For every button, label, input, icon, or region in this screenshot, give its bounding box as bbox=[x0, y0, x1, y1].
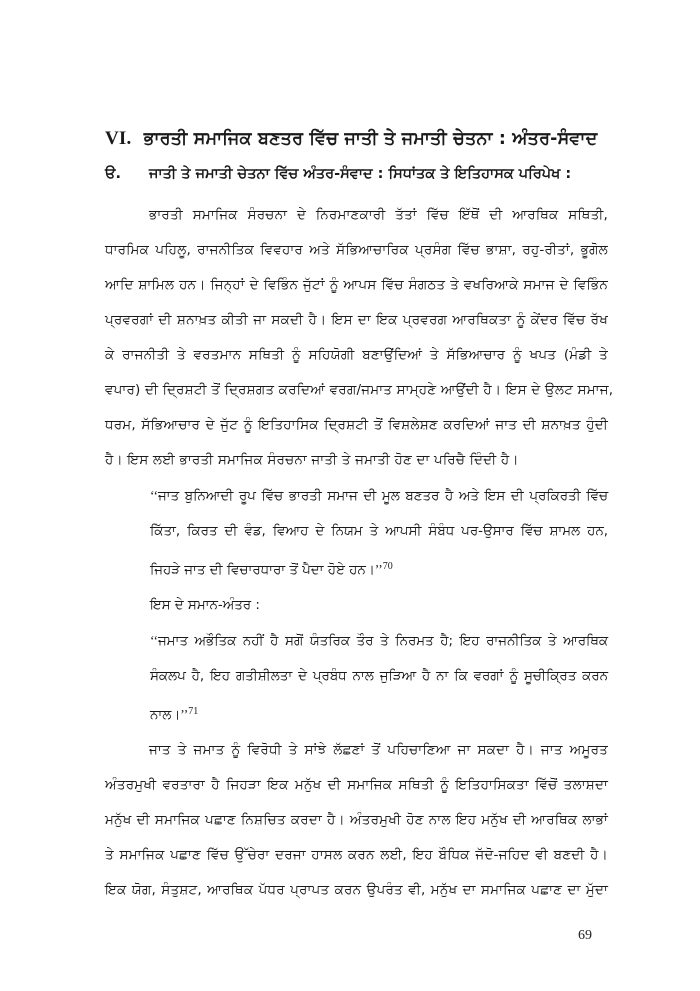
quote-line bbox=[150, 549, 608, 588]
paragraph-1 bbox=[105, 198, 614, 478]
open-quote-mark: ‘‘ bbox=[150, 488, 158, 503]
document-page bbox=[105, 126, 614, 908]
text-line: ਤੇ ਸਮਾਜਿਕ ਪਛਾਣ ਵਿੱਚ ਉੱਚੇਰਾ ਦਰਜਾ ਹਾਸਲ ਕਰਨ ਲਈ, ਇਹ ਬੌਧਿਕ ਜੱਦੋ-ਜਹਿਦ ਵੀ ਬਣਦੀ ਹੈ। bbox=[105, 847, 608, 863]
close-quote-mark: ’’ bbox=[180, 707, 189, 722]
section-title: ਜਾਤੀ ਤੇ ਜਮਾਤੀ ਚੇਤਨਾ ਵਿੱਚ ਅੰਤਰ-ਸੰਵਾਦ : ਸਿਧਾਂਤਕ ਤੇ ਇਤਿਹਾਸਕ ਪਰਿਪੇਖ : bbox=[149, 166, 572, 182]
open-quote-mark: ‘‘ bbox=[150, 633, 158, 648]
text-line: ਇਕ ਯੋਗ, ਸੰਤੁਸ਼ਟ, ਆਰਥਿਕ ਪੱਧਰ ਪ੍ਰਾਪਤ ਕਰਨ ਉਪਰੰਤ ਵੀ, ਮਨੁੱਖ ਦਾ ਸਮਾਜਿਕ ਪਛਾਣ ਦਾ ਮੁੱਦਾ bbox=[105, 882, 608, 898]
quote-text: ਜਿਹੜੇ ਜਾਤ ਦੀ ਵਿਚਾਰਧਾਰਾ ਤੋਂ ਪੈਦਾ ਹੋਏ ਹਨ। bbox=[150, 563, 375, 578]
quote-line bbox=[150, 478, 608, 514]
text-line: ਆਦਿ ਸ਼ਾਮਿਲ ਹਨ। ਜਿਨ੍ਹਾਂ ਦੇ ਵਿਭਿੰਨ ਜੁੱਟਾਂ ਨੂੰ ਆਪਸ ਵਿੱਚ ਸੰਗਠਤ ਤੇ ਵਖਰਿਆਕੇ ਸਮਾਜ ਦੇ ਵਿਭਿੰਨ bbox=[105, 277, 608, 293]
section-heading bbox=[105, 162, 608, 186]
text-line: ਮਨੁੱਖ ਦੀ ਸਮਾਜਿਕ ਪਛਾਣ ਨਿਸ਼ਚਿਤ ਕਰਦਾ ਹੈ। ਅੰਤਰਮੁਖੀ ਹੋਣ ਨਾਲ ਇਹ ਮਨੁੱਖ ਦੀ ਆਰਥਿਕ ਲਾਭਾਂ bbox=[105, 812, 608, 828]
quote-text: ਜਾਤ ਬੁਨਿਆਦੀ ਰੂਪ ਵਿੱਚ ਭਾਰਤੀ ਸਮਾਜ ਦੀ ਮੂਲ ਬਣਤਰ ਹੈ ਅਤੇ ਇਸ ਦੀ ਪ੍ਰਕਿਰਤੀ ਵਿੱਚ bbox=[157, 489, 608, 504]
quote-line bbox=[150, 623, 608, 659]
text-line: ਹੈ। ਇਸ ਲਈ ਭਾਰਤੀ ਸਮਾਜਿਕ ਸੰਰਚਨਾ ਜਾਤੀ ਤੇ ਜਮਾਤੀ ਹੋਣ ਦਾ ਪਰਿਚੈ ਦਿੰਦੀ ਹੈ। bbox=[105, 452, 519, 468]
text-line: ਅੰਤਰਮੁਖੀ ਵਰਤਾਰਾ ਹੈ ਜਿਹੜਾ ਇਕ ਮਨੁੱਖ ਦੀ ਸਮਾਜਿਕ ਸਥਿਤੀ ਨੂੰ ਇਤਿਹਾਸਿਕਤਾ ਵਿੱਚੋਂ ਤਲਾਸ਼ਦਾ bbox=[105, 777, 608, 793]
footnote-ref[interactable]: 70 bbox=[382, 561, 393, 572]
quote-text: ਜਮਾਤ ਅਭੌਤਿਕ ਨਹੀਂ ਹੈ ਸਗੋਂ ਯੰਤਰਿਕ ਤੌਰ ਤੇ ਨਿਰਮਤ ਹੈ; ਇਹ ਰਾਜਨੀਤਿਕ ਤੇ ਆਰਥਿਕ bbox=[157, 634, 608, 649]
quote-line: ਕਿੱਤਾ, ਕਿਰਤ ਦੀ ਵੰਡ, ਵਿਆਹ ਦੇ ਨਿਯਮ ਤੇ ਆਪਸੀ ਸੰਬੰਧ ਪਰ-ਉਸਾਰ ਵਿੱਚ ਸ਼ਾਮਲ ਹਨ, bbox=[150, 524, 608, 539]
close-quote-mark: ’’ bbox=[374, 562, 383, 577]
page-number: 69 bbox=[578, 928, 592, 943]
text-line: ਜਾਤ ਤੇ ਜਮਾਤ ਨੂੰ ਵਿਰੋਧੀ ਤੇ ਸਾਂਝੇ ਲੱਛਣਾਂ ਤੋਂ ਪਹਿਚਾਣਿਆ ਜਾ ਸਕਦਾ ਹੈ। ਜਾਤ ਅਮੂਰਤ bbox=[149, 742, 608, 758]
text-line: ਭਾਰਤੀ ਸਮਾਜਿਕ ਸੰਰਚਨਾ ਦੇ ਨਿਰਮਾਣਕਾਰੀ ਤੱਤਾਂ ਵਿੱਚ ਇੱਥੋਂ ਦੀ ਆਰਥਿਕ ਸਥਿਤੀ, bbox=[149, 207, 608, 223]
quote-text: ਨਾਲ। bbox=[150, 708, 181, 723]
chapter-title: ਭਾਰਤੀ ਸਮਾਜਿਕ ਬਣਤਰ ਵਿੱਚ ਜਾਤੀ ਤੇ ਜਮਾਤੀ ਚੇਤਨਾ : ਅੰਤਰ-ਸੰਵਾਦ bbox=[143, 129, 598, 149]
chapter-number: VI. bbox=[105, 128, 132, 149]
text-line: ਕੇ ਰਾਜਨੀਤੀ ਤੇ ਵਰਤਮਾਨ ਸਥਿਤੀ ਨੂੰ ਸਹਿਯੋਗੀ ਬਣਾਉਂਦਿਆਂ ਤੇ ਸੱਭਿਆਚਾਰ ਨੂੰ ਖਪਤ (ਮੰਡੀ ਤੇ bbox=[105, 347, 608, 363]
quote-line: ਸੰਕਲਪ ਹੈ, ਇਹ ਗਤੀਸ਼ੀਲਤਾ ਦੇ ਪ੍ਰਬੰਧ ਨਾਲ ਜੁੜਿਆ ਹੈ ਨਾ ਕਿ ਵਰਗਾਂ ਨੂੰ ਸੂਚੀਕ੍ਰਿਤ ਕਰਨ bbox=[150, 669, 608, 684]
footnote-ref[interactable]: 71 bbox=[188, 706, 199, 717]
paragraph-2 bbox=[105, 733, 608, 908]
quote-line bbox=[150, 694, 608, 733]
chapter-heading bbox=[105, 126, 608, 152]
text-line: ਧਰਮ, ਸੱਭਿਆਚਾਰ ਦੇ ਜੁੱਟ ਨੂੰ ਇਤਿਹਾਸਿਕ ਦ੍ਰਿਸ਼ਟੀ ਤੋਂ ਵਿਸ਼ਲੇਸ਼ਣ ਕਰਦਿਆਂ ਜਾਤ ਦੀ ਸ਼ਨਾਖ਼ਤ ਹੁੰਦੀ bbox=[105, 417, 608, 433]
text-line: ਧਾਰਮਿਕ ਪਹਿਲੂ, ਰਾਜਨੀਤਿਕ ਵਿਵਹਾਰ ਅਤੇ ਸੱਭਿਆਚਾਰਿਕ ਪ੍ਰਸੰਗ ਵਿੱਚ ਭਾਸ਼ਾ, ਰਹੁ-ਰੀਤਾਂ, ਭੂਗੋਲ bbox=[105, 242, 608, 258]
section-marker: ੳ. bbox=[105, 166, 122, 182]
text-line: ਪ੍ਰਵਰਗਾਂ ਦੀ ਸ਼ਨਾਖ਼ਤ ਕੀਤੀ ਜਾ ਸਕਦੀ ਹੈ। ਇਸ ਦਾ ਇਕ ਪ੍ਰਵਰਗ ਆਰਥਿਕਤਾ ਨੂੰ ਕੇਂਦਰ ਵਿੱਚ ਰੱਖ bbox=[105, 312, 608, 328]
block-quote-1 bbox=[150, 478, 608, 733]
intro-line: ਇਸ ਦੇ ਸਮਾਨ-ਅੰਤਰ : bbox=[150, 598, 260, 613]
text-line: ਵਪਾਰ) ਦੀ ਦ੍ਰਿਸ਼ਟੀ ਤੋਂ ਦ੍ਰਿਸ਼ਗਤ ਕਰਦਿਆਂ ਵਰਗ/ਜਮਾਤ ਸਾਮ੍ਹਣੇ ਆਉਂਦੀ ਹੈ। ਇਸ ਦੇ ਉਲਟ ਸਮਾਜ, bbox=[105, 382, 614, 398]
